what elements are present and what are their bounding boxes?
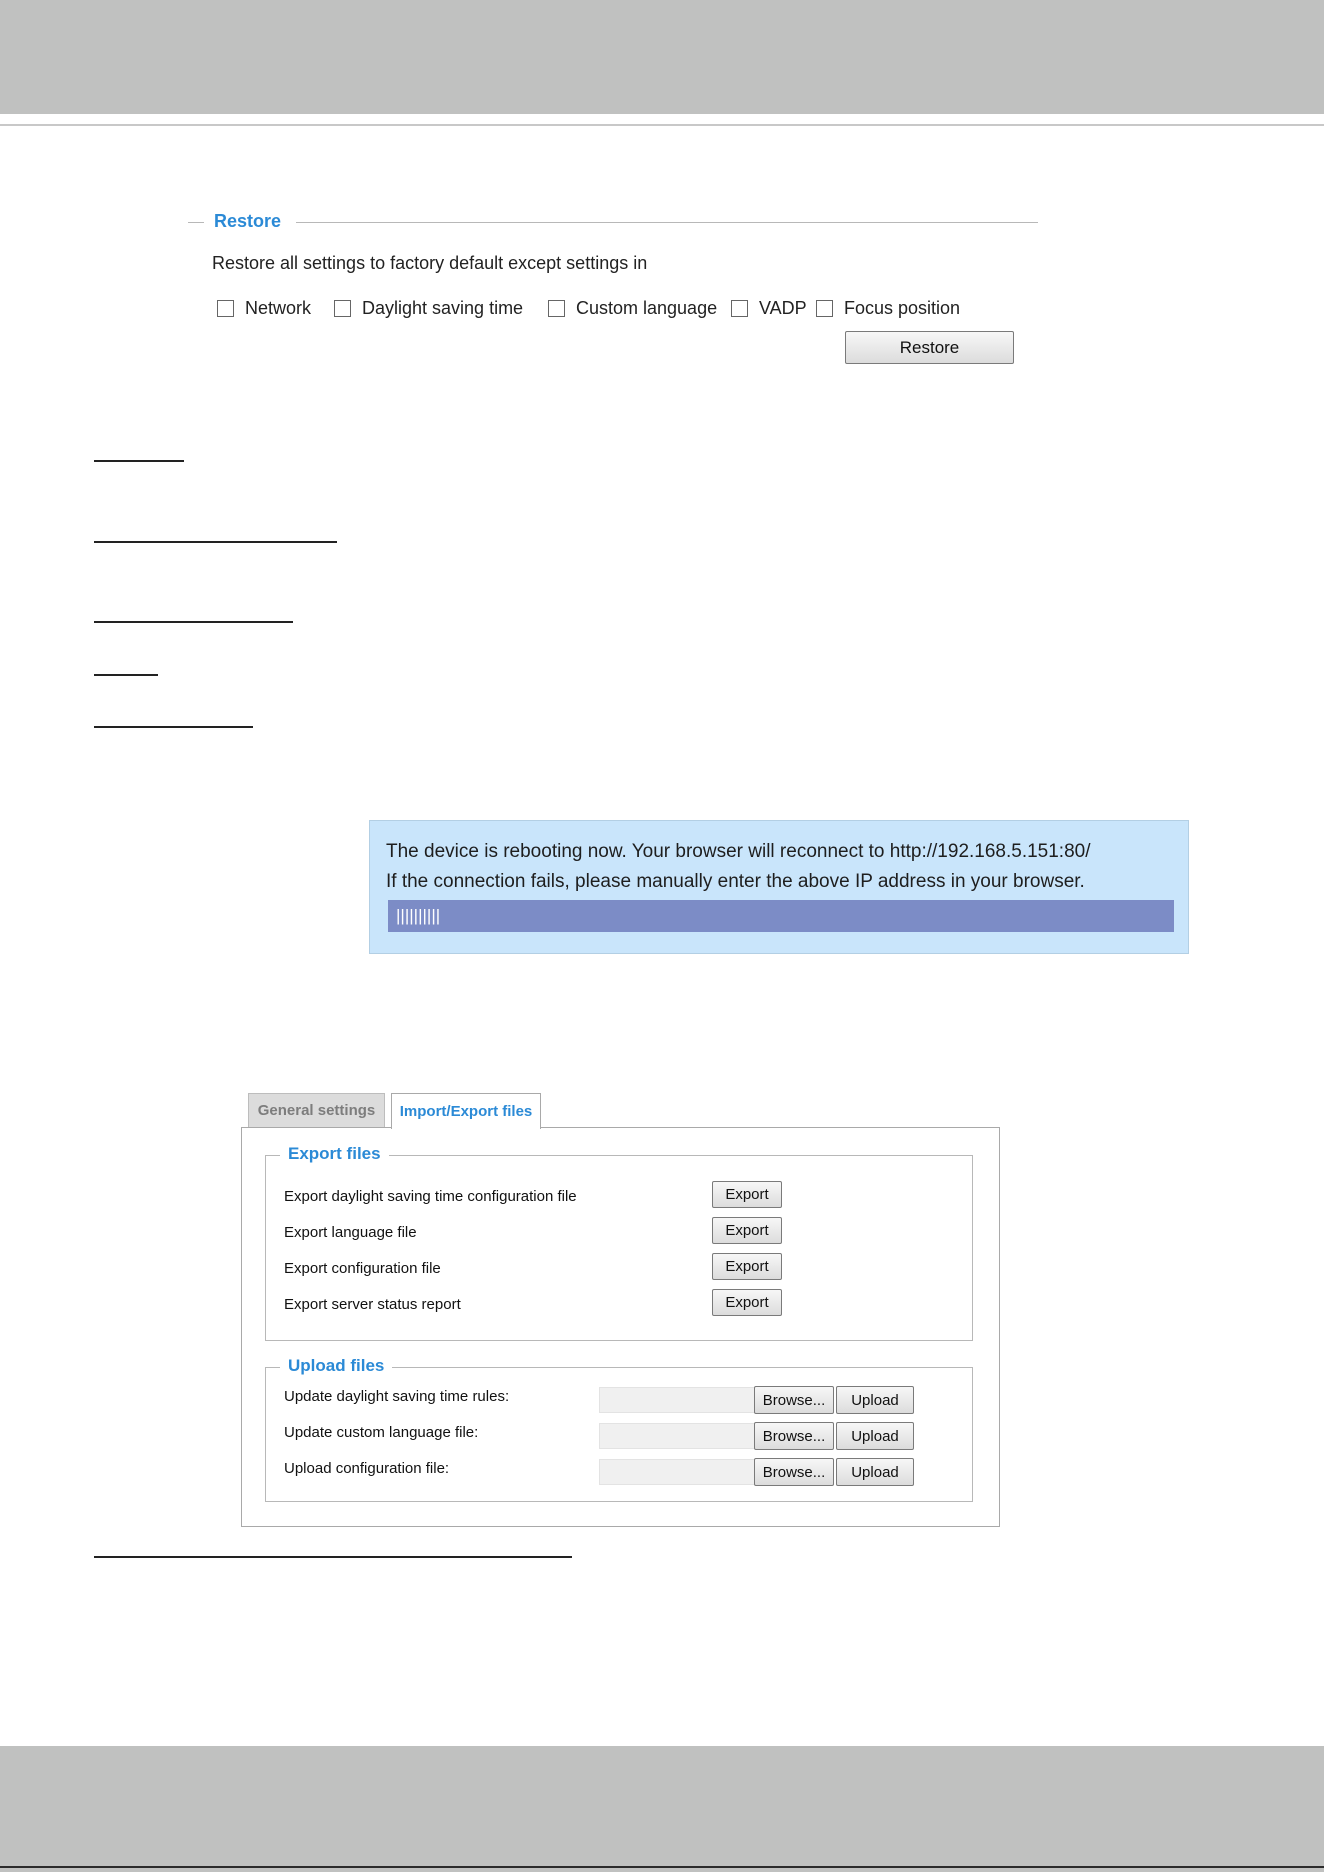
restore-description: Restore all settings to factory default except settings in xyxy=(212,253,648,273)
custom-language-file-field[interactable] xyxy=(599,1423,755,1449)
checkbox-custom-language[interactable] xyxy=(548,300,565,317)
reboot-message-box xyxy=(369,820,1189,954)
checkbox-label-daylight-saving-time: Daylight saving time xyxy=(362,298,524,318)
export-status-report-button[interactable]: Export xyxy=(712,1289,782,1316)
upload-files-legend: Upload files xyxy=(280,1356,392,1376)
export-row-label: Export daylight saving time configuration file xyxy=(284,1188,577,1205)
checkbox-vadp[interactable] xyxy=(731,300,748,317)
export-row-label: Export configuration file xyxy=(284,1260,441,1277)
checkbox-label-focus-position: Focus position xyxy=(844,298,961,318)
import-export-panel xyxy=(241,1127,1000,1527)
export-configuration-button[interactable]: Export xyxy=(712,1253,782,1280)
upload-row-label: Update daylight saving time rules: xyxy=(284,1388,510,1405)
checkbox-label-vadp: VADP xyxy=(759,298,807,318)
checkbox-focus-position[interactable] xyxy=(816,300,833,317)
restore-legend: Restore xyxy=(214,211,282,231)
reboot-message-line-1: The device is rebooting now. Your browser will reconnect to http://192.168.5.151:80/ xyxy=(386,841,1091,862)
restore-legend-line-left xyxy=(188,222,204,223)
dst-rules-browse-button[interactable]: Browse... xyxy=(754,1386,834,1414)
reboot-message-line-2: If the connection fails, please manually enter the above IP address in your browser. xyxy=(386,871,1085,892)
heading-underline-2 xyxy=(94,541,337,543)
dst-rules-file-field[interactable] xyxy=(599,1387,755,1413)
restore-button[interactable]: Restore xyxy=(845,331,1014,364)
dst-rules-upload-button[interactable]: Upload xyxy=(836,1386,914,1414)
configuration-upload-button[interactable]: Upload xyxy=(836,1458,914,1486)
checkbox-label-network: Network xyxy=(245,298,312,318)
heading-underline-6 xyxy=(94,1556,572,1558)
tab-import-export-files[interactable]: Import/Export files xyxy=(391,1093,541,1129)
footer-rule xyxy=(0,1866,1324,1868)
reboot-progress-bar xyxy=(388,900,1174,932)
export-row-label: Export server status report xyxy=(284,1296,461,1313)
export-dst-config-button[interactable]: Export xyxy=(712,1181,782,1208)
custom-language-browse-button[interactable]: Browse... xyxy=(754,1422,834,1450)
header-rule xyxy=(0,124,1324,126)
tab-general-settings[interactable]: General settings xyxy=(248,1093,385,1127)
configuration-browse-button[interactable]: Browse... xyxy=(754,1458,834,1486)
upload-row-label: Upload configuration file: xyxy=(284,1460,450,1477)
checkbox-daylight-saving-time[interactable] xyxy=(334,300,351,317)
checkbox-label-custom-language: Custom language xyxy=(576,298,718,318)
configuration-file-field[interactable] xyxy=(599,1459,755,1485)
page-footer-band xyxy=(0,1746,1324,1872)
heading-underline-5 xyxy=(94,726,253,728)
reboot-progress-ticks: |||||||||| xyxy=(396,906,441,925)
page-header-band xyxy=(0,0,1324,114)
heading-underline-1 xyxy=(94,460,184,462)
checkbox-network[interactable] xyxy=(217,300,234,317)
export-language-button[interactable]: Export xyxy=(712,1217,782,1244)
restore-legend-line-right xyxy=(296,222,1038,223)
heading-underline-3 xyxy=(94,621,293,623)
export-files-legend: Export files xyxy=(280,1144,389,1164)
export-files-fieldset xyxy=(265,1155,973,1341)
heading-underline-4 xyxy=(94,674,158,676)
upload-row-label: Update custom language file: xyxy=(284,1424,479,1441)
custom-language-upload-button[interactable]: Upload xyxy=(836,1422,914,1450)
export-row-label: Export language file xyxy=(284,1224,417,1241)
